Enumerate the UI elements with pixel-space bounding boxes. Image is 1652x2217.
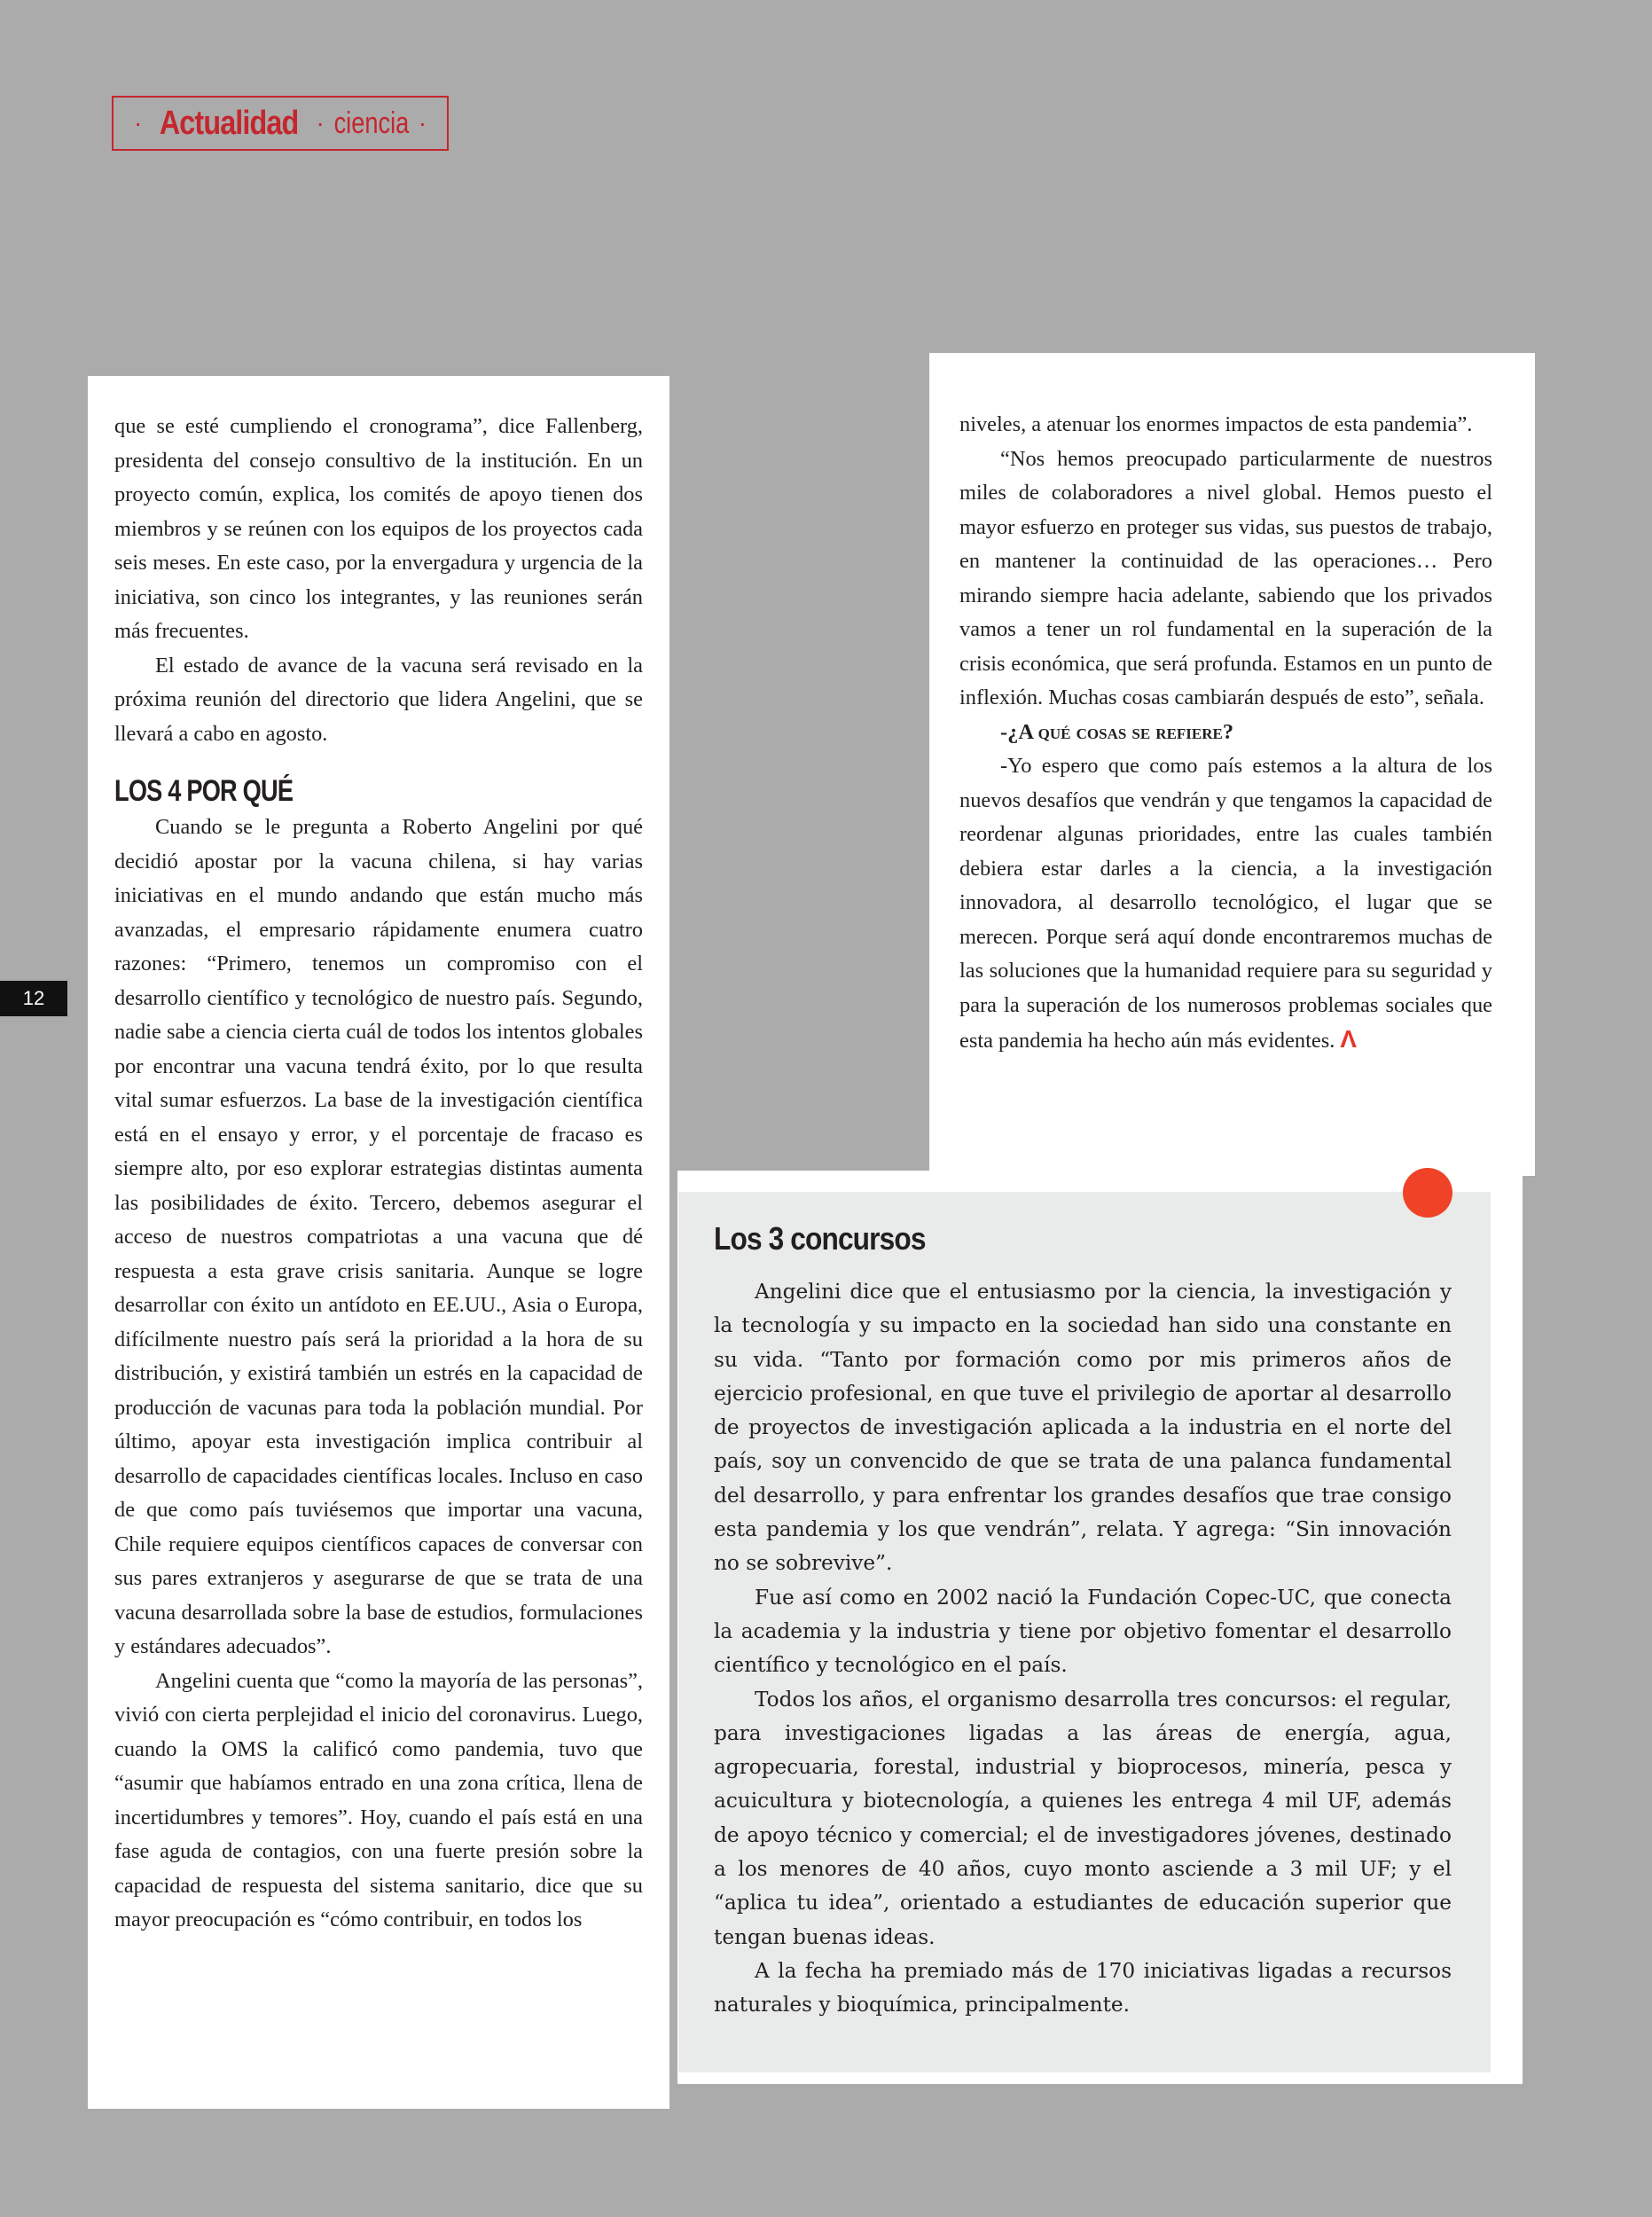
sidebar-paragraph: A la fecha ha premiado más de 170 iniciativas ligadas a recursos naturales y bioquímica, principalmente. xyxy=(714,1958,1452,2017)
answer-text: -Yo espero que como país estemos a la altura de los nuevos desafíos que vendrán y que tengamos la capacidad de reordenar algunas prioridades, entre las cuales también debiera estar darles a la ciencia, a la investigación innovadora, al desarrollo tecnológico, el lugar que se merecen. Porque será aquí donde encontraremos muchas de las soluciones que la humanidad requiere para su seguridad y para la superación de los numerosos problemas sociales que esta pandemia ha hecho aún más evidentes. xyxy=(959,754,1492,1053)
sidebar-title: Los 3 concursos xyxy=(714,1220,926,1257)
interview-question: -¿A qué cosas se refiere? xyxy=(1000,719,1234,744)
left-column xyxy=(88,376,669,2109)
section-tag xyxy=(112,96,449,151)
right-column xyxy=(929,353,1535,1176)
body-paragraph: “Nos hemos preocupado particularmente de nuestros miles de colaboradores a nivel global. Hemos puesto el mayor esfuerzo en proteger sus vidas, sus puestos de trabajo, en mantener la continuidad de las operaciones… Pero mirando siempre hacia adelante, sabiendo que los privados vamos a tener un rol fundamental en la superación de la crisis económica, que será profunda. Estamos en un punto de inflexión. Muchas cosas cambiarán después de esto”, señala. xyxy=(959,446,1492,709)
sidebar-paragraph: Todos los años, el organismo desarrolla tres concursos: el regular, para investigaciones ligadas a las áreas de energía, agua, agropecuaria, forestal, industrial y bioprocesos, minería, pesca y acuicultura y biotecnología, a quienes les entrega 4 mil UF, además de apoyo técnico y comercial; el de investigadores jóvenes, destinado a los menores de 40 años, cuyo monto asciende a 3 mil UF; y el “aplica tu idea”, orientado a estudiantes de educación superior que tengan buenas ideas. xyxy=(714,1687,1452,1949)
body-paragraph: Cuando se le pregunta a Roberto Angelini por qué decidió apostar por la vacuna chilena, si hay varias iniciativas en el mundo andando que están mucho más avanzadas, el empresario rápidamente enumera cuatro razones: “Primero, tenemos un compromiso con el desarrollo científico y tecnológico de nuestro país. Segundo, nadie sabe a ciencia cierta cuál de todos los intentos globales por encontrar una vacuna tendrá éxito, por lo que resulta vital sumar esfuerzos. La base de la investigación científica está en el ensayo y error, y el porcentaje de fracaso es siempre alto, por eso explorar estrategias distintas aumenta las posibilidades de éxito. Tercero, debemos asegurar el acceso de nuestros compatriotas a una vacuna que dé respuesta a esta grave crisis sanitaria. Aunque se logre desarrollar con éxito un antídoto en EE.UU., Asia o Europa, difícilmente nuestro país será la prioridad a la hora de su distribución, y existirá también un estrés en la capacidad de producción de vacunas para toda la población mundial. Por último, apoyar esta investigación implica contribuir al desarrollo de capacidades científicas locales. Incluso en caso de que como país tuviésemos que importar una vacuna, Chile requiere equipos científicos capaces de conversar con sus pares extranjeros y asegurarse de que se trata de una vacuna desarrollada sobre la base de estudios, formulaciones y estándares adecuados”. xyxy=(114,815,643,1658)
red-dot-decoration xyxy=(1403,1168,1452,1218)
page-number: 12 xyxy=(0,981,67,1016)
body-paragraph: Angelini cuenta que “como la mayoría de las personas”, vivió con cierta perplejidad el inicio del coronavirus. Luego, cuando la OMS la calificó como pandemia, tuvo que “asumir que habíamos entrado en una zona crítica, llena de incertidumbres y temores”. Hoy, cuando el país está en una fase aguda de contagios, con una fuerte presión sobre la capacidad de respuesta del sistema sanitario, dice que su mayor preocupación es “cómo contribuir, en todos los xyxy=(114,1668,643,1931)
body-paragraph: que se esté cumpliendo el cronograma”, dice Fallenberg, presidenta del consejo consultivo de la institución. En un proyecto común, explica, los comités de apoyo tienen dos miembros y se reúnen con los equipos de los proyectos cada seis meses. En este caso, por la envergadura y urgencia de la iniciativa, son cinco los integrantes, y las reuniones serán más frecuentes. xyxy=(114,414,643,643)
tag-separator: · xyxy=(133,109,143,137)
subheading: LOS 4 POR QUÉ xyxy=(114,774,294,808)
sidebar-paragraph: Fue así como en 2002 nació la Fundación Copec-UC, que conecta la academia y la industria y tiene por objetivo fomentar el desarrollo científico y tecnológico en el país. xyxy=(714,1585,1452,1678)
subsection-name: ciencia xyxy=(333,106,410,140)
sidebar-box xyxy=(678,1192,1491,2072)
tag-separator: · xyxy=(316,109,325,137)
end-mark-icon: Λ xyxy=(1340,1025,1357,1053)
body-paragraph: El estado de avance de la vacuna será revisado en la próxima reunión del directorio que lidera Angelini, que se llevará a cabo en agosto. xyxy=(114,653,643,746)
sidebar-paragraph: Angelini dice que el entusiasmo por la ciencia, la investigación y la tecnología y su impacto en la sociedad han sido una constante en su vida. “Tanto por formación como por mis primeros años de ejercicio profesional, en que tuve el privilegio de aportar al desarrollo de proyectos de investigación aplicada a la industria en el norte del país, soy un convencido de que se trata de una palanca fundamental del desarrollo, y para enfrentar los grandes desafíos que trae consigo esta pandemia y los que vendrán”, relata. Y agrega: “Sin innovación no se sobrevive”. xyxy=(714,1280,1452,1576)
body-paragraph: niveles, a atenuar los enormes impactos de esta pandemia”. xyxy=(959,412,1473,436)
section-name: Actualidad xyxy=(160,104,299,142)
body-paragraph xyxy=(959,749,1492,1059)
tag-separator: · xyxy=(418,109,427,137)
